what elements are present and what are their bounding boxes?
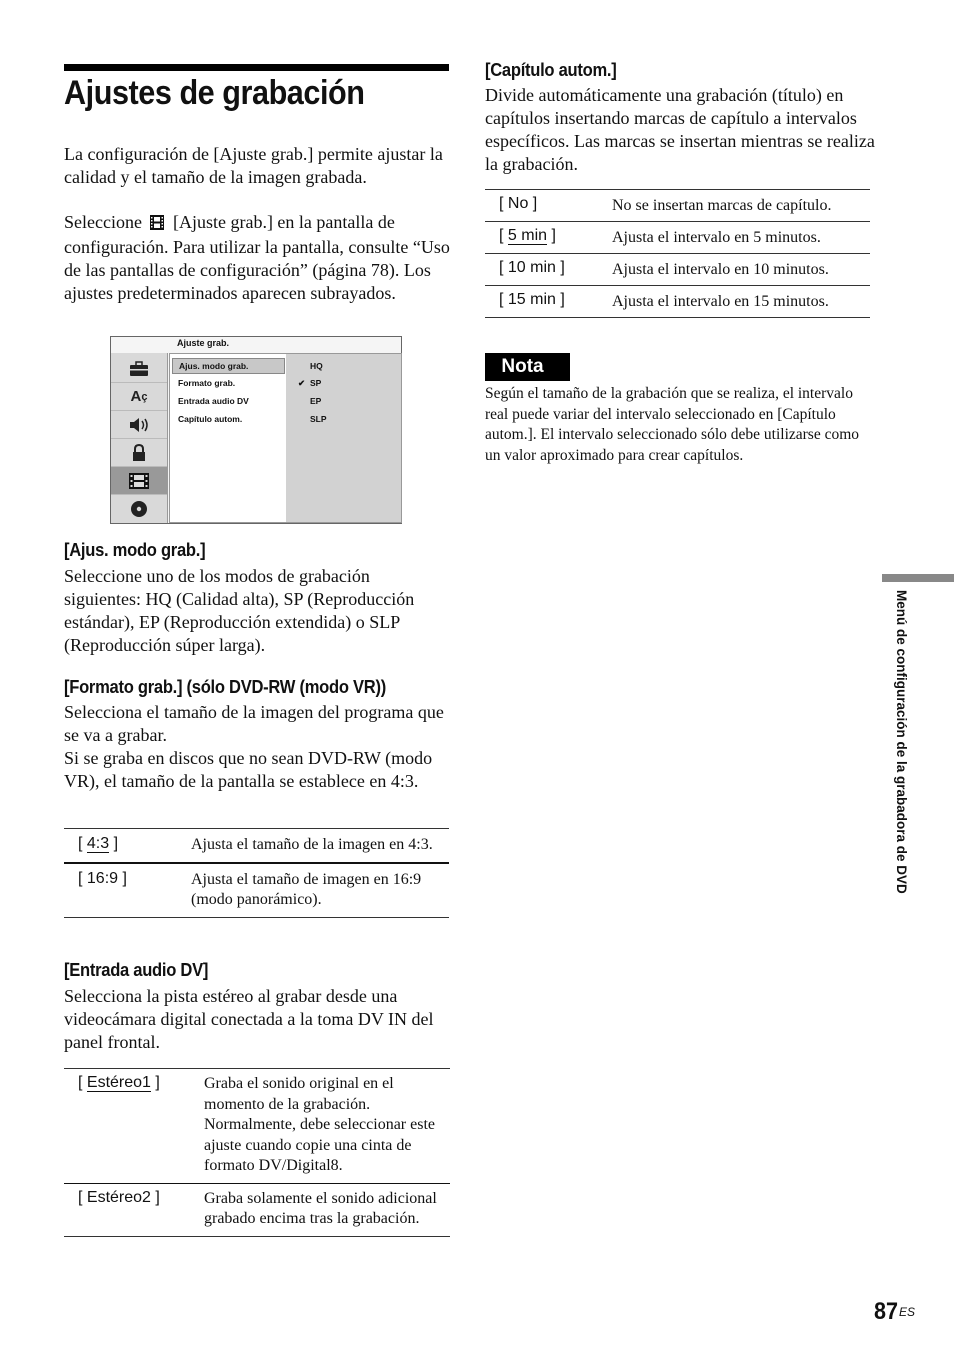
heading-ajus-modo-grab: [Ajus. modo grab.] (64, 540, 206, 560)
entrada-table (64, 1068, 450, 1237)
table-row (485, 286, 870, 318)
option-description: Graba solamente el sonido adicional grabado encima tras la grabación. (204, 1189, 437, 1227)
menu-item-entrada-audio-dv[interactable]: Entrada audio DV (178, 396, 249, 406)
side-tab-band (882, 574, 954, 582)
option-key: [ 5 min ] (499, 227, 556, 244)
side-section-label-text: Menú de configuración de la grabadora de DVD (894, 590, 909, 894)
capitulo-autom-text: Divide automáticamente una grabación (título) en capítulos insertando marcas de capítulo a intervalos específicos. Las marcas se insertan mientras se realiza la grabación. (485, 85, 875, 174)
option-description: Ajusta el tamaño de la imagen en 4:3. (191, 836, 433, 853)
settings-screen (110, 336, 402, 524)
disc-icon[interactable] (111, 495, 167, 522)
page-title: Ajustes de grabación (64, 74, 365, 112)
option-key: [ Estéreo1 ] (78, 1074, 160, 1091)
option-ep[interactable]: EP (310, 396, 322, 406)
intro-paragraph: La configuración de [Ajuste grab.] permite ajustar la calidad y el tamaño de la imagen grabada. (64, 144, 443, 187)
nota-text: Según el tamaño de la grabación que se realiza, el intervalo real puede variar del intervalo seleccionado en [Capítulo autom.]. El intervalo seleccionado sólo debe utilizarse como un valor aproximado para crear capítulos. (485, 385, 860, 464)
page-language-suffix: ES (899, 1305, 916, 1319)
option-slp[interactable]: SLP (310, 414, 327, 424)
ajus-modo-grab-text: Seleccione uno de los modos de grabación siguientes: HQ (Calidad alta), SP (Reproducción estándar), EP (Reproducción extendida) o SLP (Reproducción súper larga). (64, 566, 415, 655)
table-row (64, 1183, 450, 1236)
menu-item-ajus-modo-grab[interactable]: Ajus. modo grab. (172, 358, 285, 374)
table-row (485, 254, 870, 286)
toolbox-icon[interactable] (111, 355, 167, 383)
option-description: Graba el sonido original en el momento de la grabación. Normalmente, debe seleccionar este ajuste cuando copie una cinta de formato DV/Digital8. (204, 1075, 435, 1174)
option-key: [ 10 min ] (499, 259, 565, 276)
lock-icon[interactable] (111, 439, 167, 467)
check-icon: ✔ (298, 378, 306, 388)
option-key: [ 16:9 ] (78, 869, 127, 887)
menu-item-capitulo-autom[interactable]: Capítulo autom. (178, 414, 243, 424)
option-sp[interactable]: SP (310, 378, 322, 388)
option-key: [ 15 min ] (499, 291, 565, 308)
option-description: Ajusta el intervalo en 15 minutos. (612, 293, 829, 310)
formato-table (64, 828, 449, 918)
page-number: 87 (874, 1298, 899, 1325)
title-rule (64, 64, 449, 71)
select-prefix: Seleccione (64, 212, 142, 232)
option-description: Ajusta el intervalo en 10 minutos. (612, 261, 829, 278)
select-paragraph (64, 211, 454, 305)
menu-item-formato-grab[interactable]: Formato grab. (178, 378, 236, 388)
option-key: [ 4:3 ] (78, 835, 119, 852)
screen-title: Ajuste grab. (177, 338, 230, 348)
heading-entrada-audio-dv: [Entrada audio DV] (64, 960, 209, 980)
option-hq[interactable]: HQ (310, 361, 323, 371)
option-description: No se insertan marcas de capítulo. (612, 197, 832, 214)
film-icon (150, 213, 164, 236)
side-section-label (895, 590, 911, 950)
formato-grab-text-2: Si se graba en discos que no sean DVD-RW (modo VR), el tamaño de la pantalla se establece en 4:3. (64, 748, 433, 791)
nota-label: Nota (485, 353, 570, 381)
table-row (64, 863, 449, 918)
option-description: Ajusta el intervalo en 5 minutos. (612, 229, 821, 246)
heading-formato-grab: [Formato grab.] (sólo DVD-RW (modo VR)) (64, 677, 386, 697)
film-icon[interactable] (111, 467, 167, 495)
select-rest: [Ajuste grab.] en la pantalla de configuración. Para utilizar la pantalla, consulte “Uso de las pantallas de configuración” (página 78). Los ajustes predeterminados aparecen subrayados. (64, 212, 450, 303)
option-description: Ajusta el tamaño de imagen en 16:9 (modo panorámico). (191, 870, 422, 908)
screen-menu-panel (169, 353, 402, 523)
table-row (485, 190, 870, 222)
heading-capitulo-autom: [Capítulo autom.] (485, 60, 617, 80)
speaker-icon[interactable] (111, 411, 167, 439)
language-icon[interactable]: A ç (111, 383, 167, 411)
formato-grab-text-1: Selecciona el tamaño de la imagen del programa que se va a grabar. (64, 702, 444, 745)
option-key: [ Estéreo2 ] (78, 1188, 160, 1206)
table-row (64, 829, 449, 863)
option-key: [ No ] (499, 195, 538, 212)
entrada-audio-dv-text: Selecciona la pista estéreo al grabar desde una videocámara digital conectada a la toma DV IN del panel frontal. (64, 986, 434, 1052)
table-row (485, 222, 870, 254)
table-row (64, 1069, 450, 1184)
screen-sidebar (111, 353, 168, 523)
capitulo-table (485, 189, 870, 318)
